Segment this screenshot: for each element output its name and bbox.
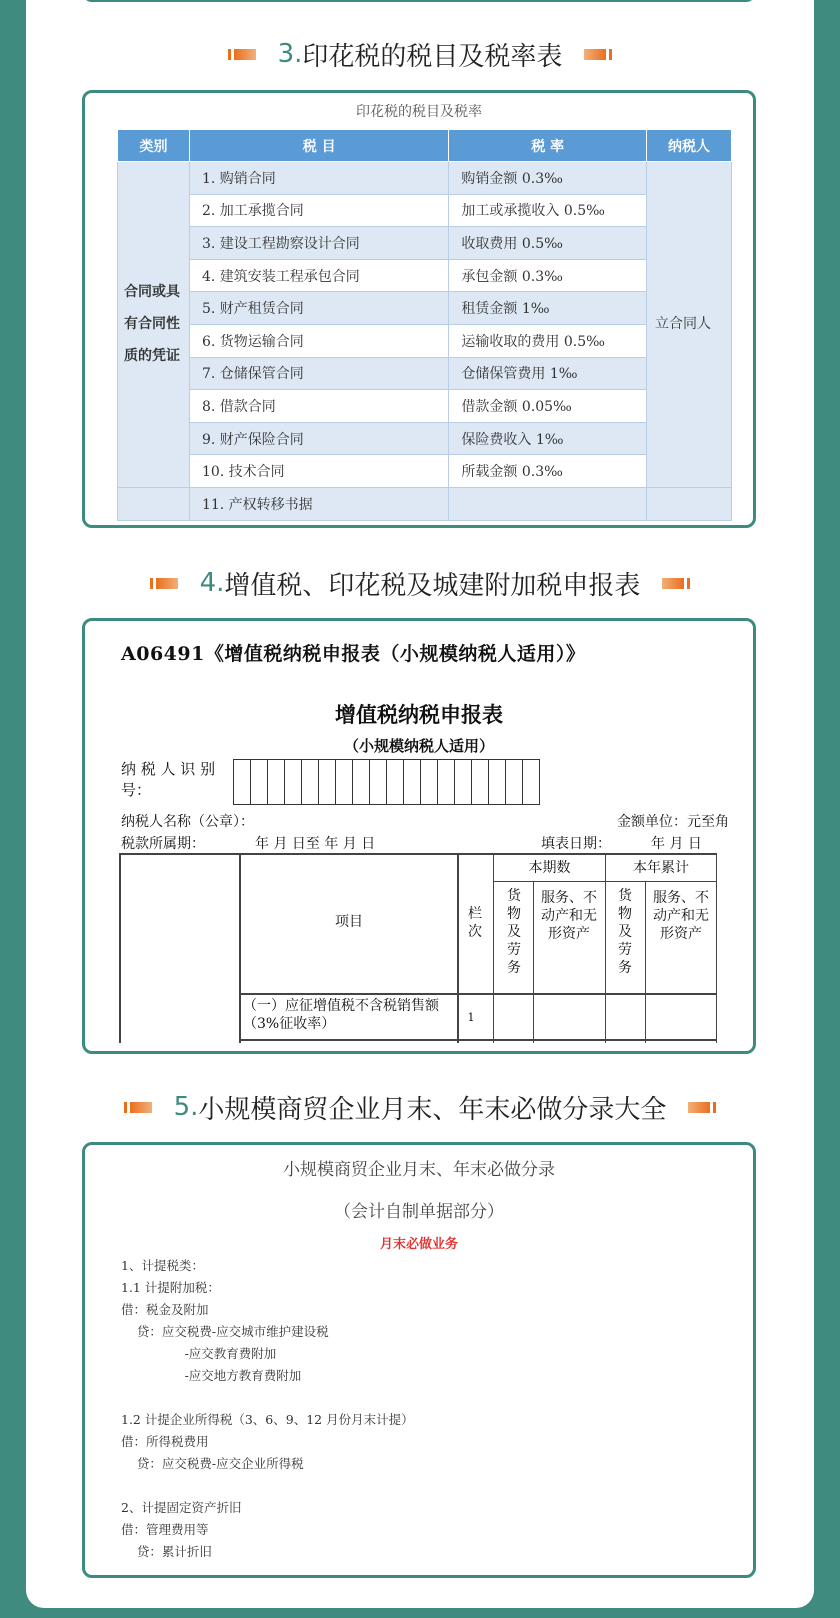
entries-title: 小规模商贸企业月末、年末必做分录 <box>283 1160 555 1180</box>
tax-period-value: 年 月 日至 年 月 日 <box>255 836 376 852</box>
table-row <box>118 324 732 357</box>
entry-line: 1、计提税类： <box>121 1258 204 1273</box>
rate-cell: 加工或承揽收入 0.5‰ <box>449 194 647 227</box>
stamp-duty-table-card <box>82 90 756 528</box>
rate-cell <box>449 487 647 520</box>
entry-line: 2、计提固定资产折旧 <box>121 1500 242 1515</box>
payer-text: 立合同人 <box>655 316 712 333</box>
item-cell: 8. 借款合同 <box>189 390 448 423</box>
entries-list <box>121 1255 414 1563</box>
table-row <box>118 162 732 195</box>
col-item-header: 项目 <box>335 914 363 930</box>
rate-cell: 借款金额 0.05‰ <box>449 390 647 423</box>
section-number: 5. <box>173 1092 199 1122</box>
entry-line: 1.1 计提附加税： <box>121 1280 220 1295</box>
rate-cell: 租赁金额 1‰ <box>449 292 647 325</box>
item-cell: 6. 货物运输合同 <box>189 324 448 357</box>
title-decoration-right-icon <box>584 49 612 60</box>
section-number: 4. <box>199 568 225 598</box>
table-row <box>118 194 732 227</box>
section-title-tax-returns <box>26 563 814 603</box>
form-subtitle: （小规模纳税人适用） <box>343 737 494 755</box>
entry-line: -应交教育费附加 <box>121 1346 277 1361</box>
item-cell: 1. 购销合同 <box>189 162 448 195</box>
entry-line: 贷：应交税费-应交城市维护建设税 <box>121 1324 329 1339</box>
item-cell: 4. 建筑安装工程承包合同 <box>189 259 448 292</box>
stamp-duty-table <box>117 129 732 521</box>
title-decoration-left-icon <box>150 578 178 589</box>
entry-line: 1.2 计提企业所得税（3、6、9、12 月份月末计提） <box>121 1412 414 1427</box>
col-services-header: 服务、不动产和无形资产 <box>541 890 597 942</box>
item-cell: 9. 财产保险合同 <box>189 422 448 455</box>
rate-cell: 仓储保管费用 1‰ <box>449 357 647 390</box>
header-category: 类别 <box>118 130 190 162</box>
entry-line: -应交地方教育费附加 <box>121 1368 302 1383</box>
category-cell <box>118 162 190 488</box>
item-cell: 7. 仓储保管合同 <box>189 357 448 390</box>
category-text: 合同或具有合同性质的凭证 <box>124 284 180 365</box>
entry-line: 借：管理费用等 <box>121 1522 209 1537</box>
entry-line <box>121 1475 414 1497</box>
table-row <box>118 227 732 260</box>
form-code-title: A06491《增值税纳税申报表（小规模纳税人适用）》 <box>121 643 586 665</box>
section-number: 3. <box>277 39 303 69</box>
table-row <box>118 487 732 520</box>
entries-subtitle: （会计自制单据部分） <box>334 1202 504 1222</box>
table-header-row <box>118 130 732 162</box>
table-row <box>118 422 732 455</box>
col-goods-header: 货物及劳务 <box>618 888 632 976</box>
rate-cell: 运输收取的费用 0.5‰ <box>449 324 647 357</box>
title-decoration-right-icon <box>688 1102 716 1113</box>
entries-card <box>82 1142 756 1578</box>
table-row <box>118 455 732 488</box>
title-decoration-left-icon <box>228 49 256 60</box>
item-cell: 5. 财产租赁合同 <box>189 292 448 325</box>
section-title-text: 增值税、印花税及城建附加税申报表 <box>224 570 641 601</box>
rate-cell: 购销金额 0.3‰ <box>449 162 647 195</box>
form-grid <box>119 853 717 1043</box>
col-current-header: 本期数 <box>528 860 571 876</box>
header-rate: 税 率 <box>449 130 647 162</box>
header-item: 税 目 <box>189 130 448 162</box>
amount-unit-label: 金额单位：元至角 <box>617 814 729 830</box>
row-1-line-no: 1 <box>467 1011 475 1024</box>
table-row <box>118 390 732 423</box>
col-services-header: 服务、不动产和无形资产 <box>653 890 709 942</box>
item-cell: 10. 技术合同 <box>189 455 448 488</box>
payer-cell <box>647 162 732 488</box>
table-row <box>118 357 732 390</box>
section-title-text: 印花税的税目及税率表 <box>302 41 563 72</box>
taxpayer-id-label: 纳 税 人 识 别 号： <box>121 760 216 799</box>
form-title: 增值税纳税申报表 <box>335 702 503 727</box>
entry-line: 借：所得税费用 <box>121 1434 209 1449</box>
section-title-entries <box>26 1087 814 1127</box>
rate-cell: 保险费收入 1‰ <box>449 422 647 455</box>
item-cell: 2. 加工承揽合同 <box>189 194 448 227</box>
col-line-header: 栏次 <box>468 906 482 940</box>
title-decoration-right-icon <box>662 578 690 589</box>
taxpayer-id-boxes <box>233 759 539 805</box>
row-1-text: （一）应征增值税不含税销售额（3%征收率） <box>243 998 439 1032</box>
table-row <box>118 259 732 292</box>
col-ytd-header: 本年累计 <box>633 860 689 876</box>
rate-cell: 收取费用 0.5‰ <box>449 227 647 260</box>
table-caption: 印花税的税目及税率 <box>356 104 482 120</box>
vat-form-card <box>82 618 756 1054</box>
table-row <box>118 292 732 325</box>
section-title-text: 小规模商贸企业月末、年末必做分录大全 <box>198 1094 667 1125</box>
fill-date-label: 填表日期： <box>541 836 611 852</box>
title-decoration-left-icon <box>124 1102 152 1113</box>
col-goods-header: 货物及劳务 <box>507 888 521 976</box>
rate-cell: 所载金额 0.3‰ <box>449 455 647 488</box>
rate-cell: 承包金额 0.3‰ <box>449 259 647 292</box>
category-cell <box>118 487 190 520</box>
taxpayer-name-label: 纳税人名称（公章）： <box>121 814 254 830</box>
entry-line <box>121 1387 414 1409</box>
item-cell: 3. 建设工程勘察设计合同 <box>189 227 448 260</box>
payer-cell <box>647 487 732 520</box>
fill-date-value: 年 月 日 <box>651 836 702 852</box>
entry-line: 贷：累计折旧 <box>121 1544 212 1559</box>
entry-line: 贷：应交税费-应交企业所得税 <box>121 1456 304 1471</box>
tax-period-label: 税款所属期： <box>121 836 205 852</box>
entries-red-heading: 月末必做业务 <box>379 1237 458 1252</box>
header-payer: 纳税人 <box>647 130 732 162</box>
previous-card-edge <box>82 0 756 2</box>
entry-line: 借：税金及附加 <box>121 1302 209 1317</box>
section-title-stamp-duty <box>26 34 814 74</box>
item-cell: 11. 产权转移书据 <box>189 487 448 520</box>
